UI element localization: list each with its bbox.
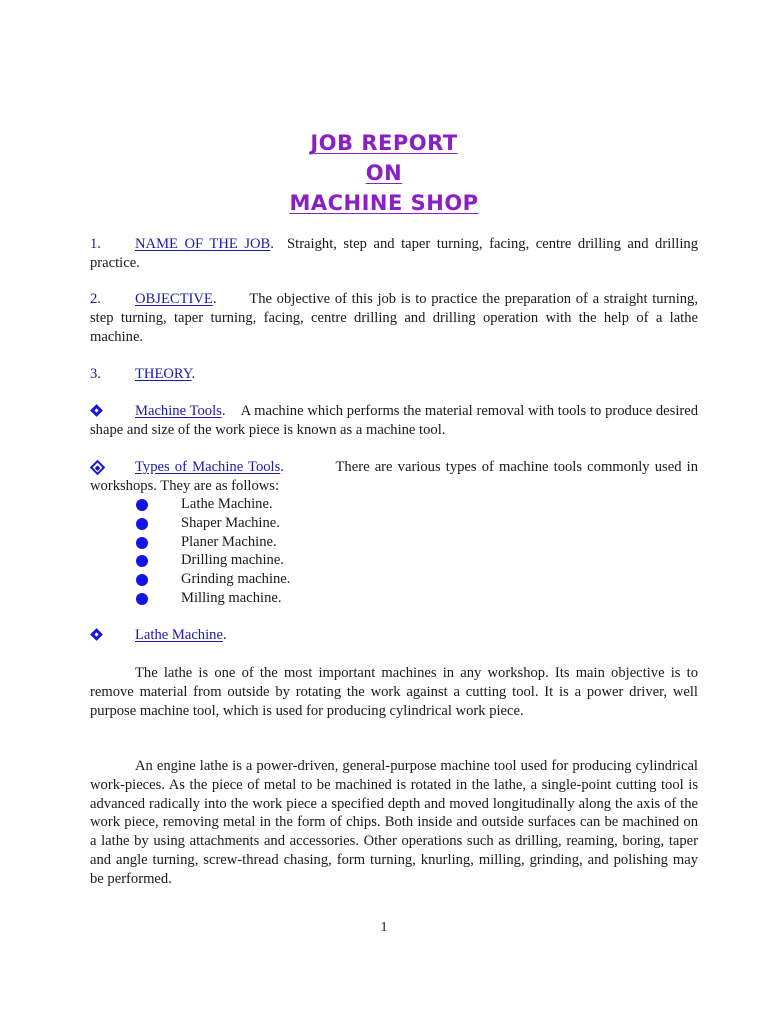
- list-item-text: Planer Machine.: [181, 533, 277, 550]
- theory-machine-tools: [90, 402, 698, 440]
- circle-bullet-icon: [136, 537, 148, 549]
- section-text: The objective of this job is to practice the preparation of a straight turning, step turning, taper turning, facing, centre drilling and drilling operation with the help of a lathe machine.: [90, 291, 699, 345]
- machine-types-list: [136, 495, 536, 608]
- section-name-of-job: [90, 235, 698, 273]
- list-item: [136, 570, 536, 589]
- list-item: [136, 514, 536, 533]
- list-item: [136, 551, 536, 570]
- section-heading: THEORY: [135, 366, 192, 382]
- list-item: [136, 495, 536, 514]
- heading-period: .: [270, 236, 274, 252]
- list-item-text: Drilling machine.: [181, 552, 284, 569]
- section-text: Straight, step and taper turning, facing, centre drilling and drilling practice.: [90, 236, 699, 271]
- section-objective: [90, 290, 698, 346]
- diamond-bullet-icon: [90, 629, 135, 643]
- subsection-heading: Machine Tools: [135, 403, 222, 419]
- list-item: [136, 589, 536, 608]
- circle-bullet-icon: [136, 593, 148, 605]
- section-number: 1.: [90, 236, 101, 252]
- heading-period: .: [191, 366, 196, 382]
- title-line-2: ON: [365, 161, 403, 185]
- list-item-text: Grinding machine.: [181, 571, 291, 588]
- subsection-text: A machine which performs the material removal with tools to produce desired shape and size of the work piece is known as a machine tool.: [90, 403, 699, 438]
- circle-bullet-icon: [136, 499, 148, 511]
- section-number: 2.: [90, 291, 101, 307]
- subsection-text: There are various types of machine tools commonly used in workshops. They are as follows:: [90, 459, 699, 494]
- list-item-text: Milling machine.: [181, 589, 282, 606]
- section-number: 3.: [90, 366, 101, 382]
- title-line-1: JOB REPORT: [310, 131, 458, 155]
- section-heading: NAME OF THE JOB: [135, 236, 271, 252]
- lathe-paragraph-2: An engine lathe is a power-driven, general-purpose machine tool used for producing cylindrical work-pieces. As the piece of metal to be machined is rotated in the lathe, a single-point cutting tool is advanced radically into the work piece a specified depth and moved longitudinally along the axis of the work piece, removing metal in the form of chips. Both inside and outside surfaces can be machined on a lathe by using attachments and accessories. Other operations such as drilling, reaming, boring, taper and angle turning, screw-thread chasing, form turning, knurling, milling, grinding, and polishing may be performed.: [90, 758, 698, 887]
- diamond-bullet-icon: [90, 405, 135, 419]
- circle-bullet-icon: [136, 518, 148, 530]
- list-item: [136, 533, 536, 552]
- heading-period: .: [280, 459, 284, 475]
- subsection-heading: Types of Machine Tools: [135, 459, 281, 475]
- theory-types: [90, 458, 698, 496]
- heading-period: .: [212, 291, 217, 307]
- list-item-text: Shaper Machine.: [181, 514, 280, 531]
- circle-bullet-icon: [136, 574, 148, 586]
- circle-bullet-icon: [136, 555, 148, 567]
- subsection-heading: Lathe Machine: [135, 627, 223, 643]
- lathe-paragraph-1: The lathe is one of the most important machines in any workshop. Its main objective is to remove material from outside by rotating the work against a cutting tool. It is a power driver, well purpose machine tool, which is used for producing cylindrical work piece.: [90, 665, 698, 719]
- theory-lathe-heading: [90, 626, 698, 645]
- section-theory: [90, 365, 698, 384]
- heading-period: .: [221, 403, 226, 419]
- page-number: 1: [380, 920, 388, 935]
- section-heading: OBJECTIVE: [135, 291, 213, 307]
- heading-period: .: [222, 627, 227, 643]
- diamond-bullet-icon: [90, 461, 135, 475]
- title-line-3: MACHINE SHOP: [289, 191, 479, 215]
- list-item-text: Lathe Machine.: [181, 496, 273, 512]
